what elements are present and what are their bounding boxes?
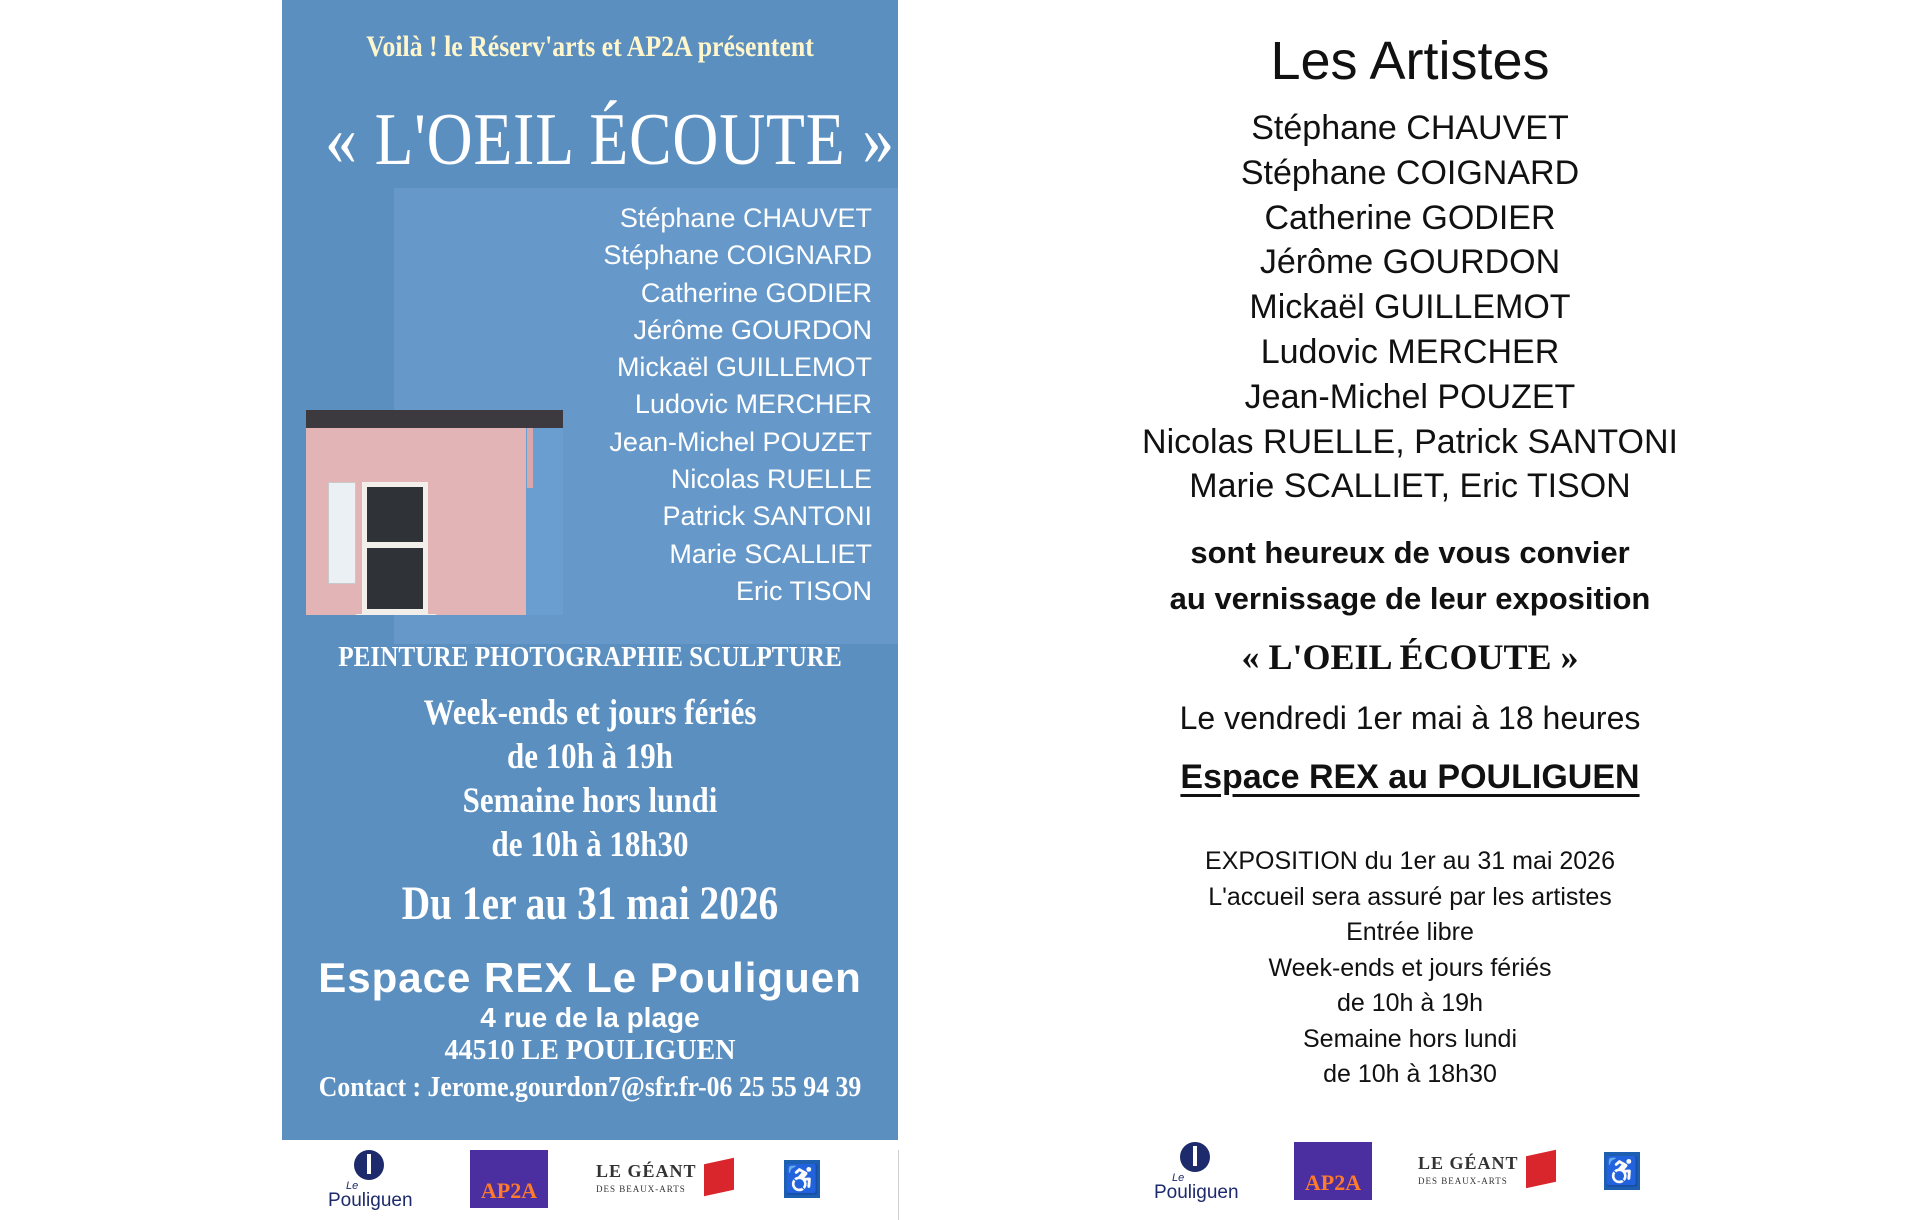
cube-icon [704,1158,734,1196]
logo-text: DES BEAUX-ARTS [1418,1176,1508,1186]
logo-text: LE GÉANT [1418,1153,1519,1173]
exhibition-title: « L'OEIL ÉCOUTE » [325,99,895,181]
venue-name-right [1130,758,1690,797]
window-sill-shape [356,614,436,615]
mediums-line: PEINTURE PHOTOGRAPHIE SCULPTURE [338,642,842,673]
flyer-front [282,0,898,1220]
geant-beaux-arts-logo [1418,1149,1558,1193]
invite-line: au vernissage de leur exposition [1169,581,1651,616]
divider [898,1150,899,1220]
list-item: Marie SCALLIET [669,538,872,569]
ap2a-logo: AP2A [470,1150,548,1208]
list-item: Nicolas RUELLE, Patrick SANTONI [1142,422,1678,461]
address-street: 4 rue de la plage [480,1002,700,1033]
exhibition-details [1130,844,1690,1093]
artists-heading: Les Artistes [1270,31,1550,91]
house-painting-image [306,410,563,615]
pouliguen-emblem-icon [354,1150,384,1180]
hours-line: Semaine hors lundi [462,780,718,820]
invitation-text [1130,530,1690,622]
cube-icon [1526,1150,1556,1188]
list-item: Jean-Michel POUZET [1244,377,1576,416]
gutter-shape [527,428,533,488]
artist-list-right [1130,106,1690,509]
detail-line: Week-ends et jours fériés [1268,953,1552,982]
logo-text: Pouliguen [328,1190,413,1211]
detail-line: EXPOSITION du 1er au 31 mai 2026 [1205,847,1615,875]
detail-line: Semaine hors lundi [1302,1024,1517,1053]
logo-text: DES BEAUX-ARTS [596,1184,686,1194]
hours-line: de 10h à 19h [506,736,674,776]
list-item: Catherine GODIER [640,277,872,308]
list-item: Nicolas RUELLE [670,464,872,495]
exhibition-title-right: « L'OEIL ÉCOUTE » [1241,637,1579,677]
pouliguen-logo [1152,1136,1248,1206]
venue-name: Espace REX Le Pouliguen [318,954,862,1001]
list-item: Catherine GODIER [1264,198,1556,237]
geant-beaux-arts-logo [596,1157,736,1201]
logo-text: Le [346,1180,359,1192]
window-shape [362,482,428,614]
opening-hours [325,690,855,866]
list-item: Mickaël GUILLEMOT [616,352,872,383]
list-item: Patrick SANTONI [662,501,872,532]
list-item: Ludovic MERCHER [1260,332,1560,371]
artist-list [603,200,872,610]
hours-line: de 10h à 18h30 [491,824,689,864]
detail-line: Entrée libre [1346,918,1474,946]
accessibility-icon: ♿ [1604,1152,1640,1190]
detail-line: de 10h à 19h [1337,989,1483,1017]
sponsor-logos-left [326,1144,820,1214]
list-item: Marie SCALLIET, Eric TISON [1189,467,1631,506]
sponsor-logos-right [1152,1136,1640,1206]
shutter-shape [328,482,356,584]
list-item: Jérôme GOURDON [1259,243,1561,282]
blue-panel [282,0,898,1140]
list-item: Mickaël GUILLEMOT [1249,288,1571,327]
list-item: Stéphane COIGNARD [1240,153,1580,192]
list-item: Eric TISON [735,575,872,606]
list-item: Stéphane COIGNARD [603,240,872,271]
list-item: Stéphane CHAUVET [1251,109,1569,147]
detail-line: L'accueil sera assuré par les artistes [1208,882,1612,911]
roof-shape [306,410,563,428]
tagline: Voilà ! le Réserv'arts et AP2A présentent [366,30,814,63]
address-city: 44510 LE POULIGUEN [444,1035,736,1066]
exhibition-dates: Du 1er au 31 mai 2026 [401,877,779,930]
detail-line: de 10h à 18h30 [1323,1060,1497,1088]
opening-datetime: Le vendredi 1er mai à 18 heures [1179,700,1641,736]
logo-text: Le [1172,1172,1185,1184]
logo-text: Pouliguen [1154,1182,1239,1203]
wall-shape [306,428,526,615]
hours-line: Week-ends et jours fériés [423,692,757,732]
invite-line: sont heureux de vous convier [1190,535,1630,570]
list-item: Jérôme GOURDON [633,314,872,345]
contact-line: Contact : Jerome.gourdon7@sfr.fr-06 25 55 94 39 [318,1072,862,1103]
logo-text: LE GÉANT [596,1161,697,1181]
list-item: Jean-Michel POUZET [609,426,872,457]
accessibility-icon: ♿ [784,1160,820,1198]
ap2a-logo: AP2A [1294,1142,1372,1200]
list-item: Ludovic MERCHER [634,389,872,420]
pouliguen-emblem-icon [1180,1142,1210,1172]
pouliguen-logo [326,1144,422,1214]
venue-text: Espace REX au POULIGUEN [1180,758,1640,796]
list-item: Stéphane CHAUVET [619,203,872,233]
